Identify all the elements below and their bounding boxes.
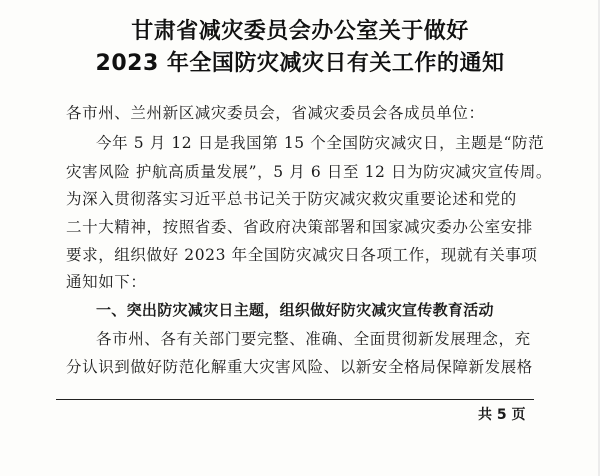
paragraph-1-line-3: 为深入贯彻落实习近平总书记关于防灾减灾救灾重要论述和党的 (66, 190, 517, 208)
paragraph-1-line-6: 通知如下： (66, 273, 147, 291)
document-title-line-2: 2023 年全国防灾减灾日有关工作的通知 (95, 51, 505, 76)
page-total: 共 5 页 (478, 407, 526, 423)
salutation: 各市州、兰州新区减灾委员会，省减灾委员会各成员单位： (66, 104, 485, 122)
section-1-heading: 一、突出防灾减灾日主题，组织做好防灾减灾宣传教育活动 (96, 301, 494, 319)
paragraph-1-line-4: 二十大精神，按照省委、省政府决策部署和国家减灾委办公室安排 (66, 218, 533, 236)
footer-divider (56, 399, 534, 400)
paragraph-1-line-5: 要求，组织做好 2023 年全国防灾减灾日各项工作，现就有关事项 (66, 246, 538, 264)
paragraph-2-line-2: 分认识到做好防范化解重大灾害风险、以新安全格局保障新发展格 (66, 358, 533, 376)
paragraph-2-line-1: 各市州、各有关部门要完整、准确、全面贯彻新发展理念，充 (96, 330, 531, 348)
document-title-line-1: 甘肃省减灾委员会办公室关于做好 (131, 19, 469, 44)
paragraph-1-line-2: 灾害风险 护航高质量发展”，5 月 6 日至 12 日为防灾减灾宣传周。 (66, 163, 553, 181)
paragraph-1-line-1: 今年 5 月 12 日是我国第 15 个全国防灾减灾日，主题是“防范 (96, 134, 545, 152)
